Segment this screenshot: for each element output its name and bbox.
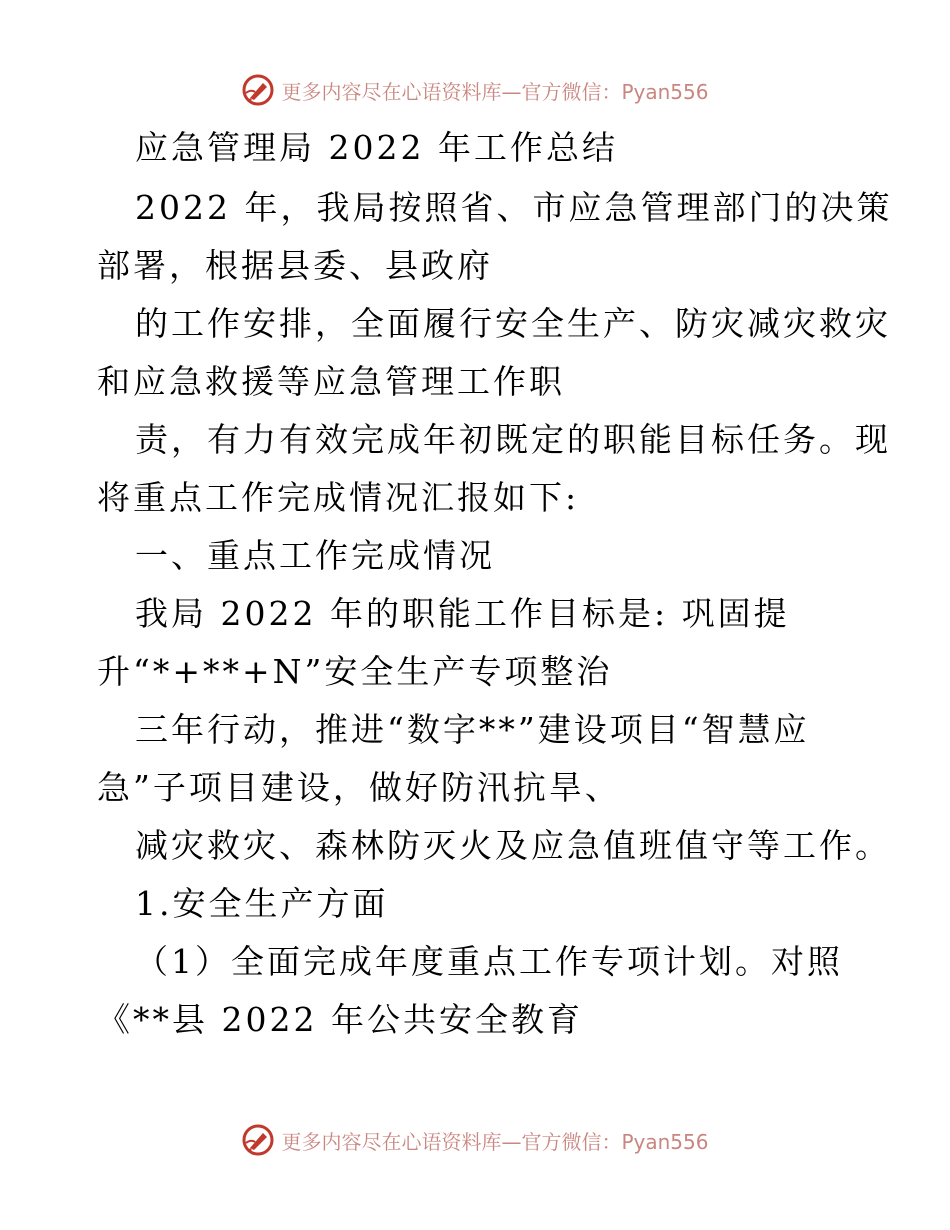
paragraph-line: 急”子项目建设，做好防汛抗旱、 — [97, 768, 621, 807]
paragraph-line: 的工作安排，全面履行安全生产、防灾减灾救灾 — [135, 304, 891, 343]
paragraph-line: 升“*+**+N”安全生产专项整治 — [97, 652, 613, 691]
paragraph-line: 部署，根据县委、县政府 — [97, 246, 493, 285]
paragraph-line: 三年行动，推进“数字**”建设项目“智慧应 — [135, 710, 810, 749]
paragraph-line: 责，有力有效完成年初既定的职能目标任务。现 — [135, 420, 891, 459]
watermark-footer — [0, 1120, 950, 1160]
paragraph-line: 2022 年，我局按照省、市应急管理部门的决策 — [135, 188, 893, 227]
paragraph-line: 将重点工作完成情况汇报如下: — [97, 478, 580, 517]
pen-circle-logo-icon — [241, 1123, 275, 1157]
paragraph-line: 和应急救援等应急管理工作职 — [97, 362, 565, 401]
watermark-text: 更多内容尽在心语资料库—官方微信：Pyan556 — [281, 1129, 709, 1154]
paragraph-line: （1）全面完成年度重点工作专项计划。对照 — [135, 942, 843, 981]
paragraph-line: 《**县 2022 年公共安全教育 — [97, 1000, 583, 1039]
paragraph-line: 减灾救灾、森林防灭火及应急值班值守等工作。 — [135, 826, 891, 865]
subsection-heading: 1.安全生产方面 — [135, 884, 389, 923]
watermark-text: 更多内容尽在心语资料库—官方微信：Pyan556 — [281, 79, 709, 104]
paragraph-line: 我局 2022 年的职能工作目标是: 巩固提 — [135, 594, 790, 633]
document-title: 应急管理局 2022 年工作总结 — [135, 128, 618, 167]
section-heading: 一、重点工作完成情况 — [135, 536, 495, 575]
